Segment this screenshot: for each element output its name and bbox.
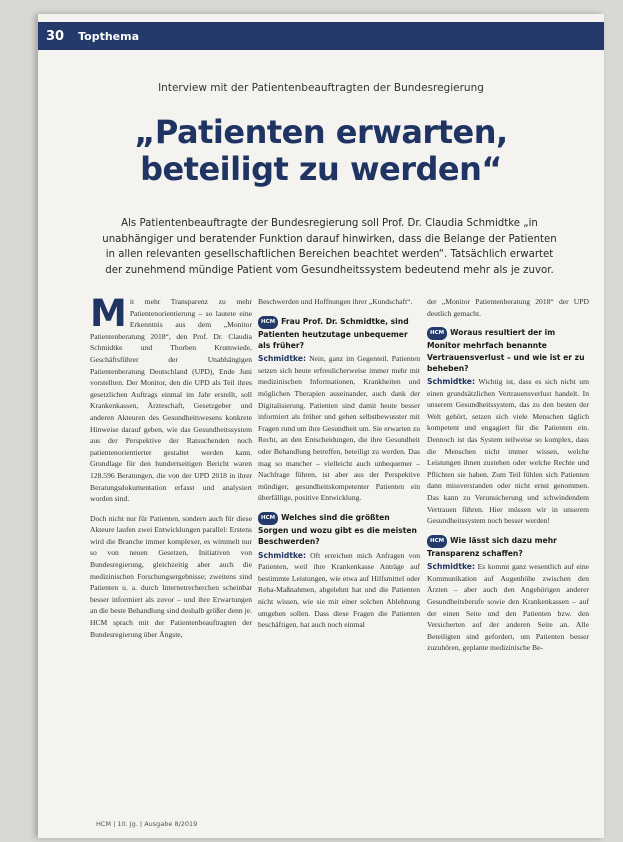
interview-question: HCM Frau Prof. Dr. Schmidtke, sind Patienten heutzutage unbequemer als früher? — [258, 316, 409, 350]
body-paragraph: it mehr Transparenz zu mehr Patientenorientierung – so lautete eine Erkenntnis aus dem „Monitor Patientenberatung 2018“, den Prof. Dr. Claudia Schmidtke und Thorben Krumwiede, Geschäftsführer der Unabhängigen Patientenberatung Deutschland (UPD), Ende Juni vorstellten. Der Monitor, den die UPD als Teil ihres gesetzlichen Auftrags einmal im Jahr erstellt, soll Krankenkassen, Ärzteschaft, Gesetzgeber und anderen Akteuren des Gesundheitswesens konkrete Hinweise darauf geben, wie das Gesundheitssystem aus der Perspektive der Ratsuchenden noch patientenorientierter gestaltet werden kann. Grundlage für den hundertseitigen Bericht waren 128.596 Beratungen, die von der UPD 2018 in ihrer Beratungsdokumentation erfasst und analysiert worden sind. — [90, 297, 252, 504]
interview-answer: Schmidtke: Es kommt ganz wesentlich auf eine Kommunikation auf Augenhöhe zwischen den Ärzten – aber auch den Angehörigen anderer Gesundheitsberufe sowie den Krankenkassen – auf der einen Seite und den Patienten bzw. den Versicherten auf der anderen Seite an. Alle Beteiligten sind gefordert, um Patienten besser zuzuhören, geplante medizinische Be- — [427, 562, 589, 653]
headline-line-1: „Patienten erwarten, — [134, 113, 508, 151]
body-paragraph: der „Monitor Patientenberatung 2018“ der UPD deutlich gemacht. — [427, 297, 589, 318]
hcm-badge-icon: HCM — [427, 327, 447, 340]
page-number: 30 — [46, 28, 65, 44]
interview-question: HCM Wie lässt sich dazu mehr Transparenz schaffen? — [427, 535, 557, 558]
magazine-page — [38, 14, 604, 838]
text-column-1 — [90, 292, 252, 648]
hcm-badge-icon: HCM — [427, 535, 447, 548]
hcm-badge-icon: HCM — [258, 512, 278, 525]
interview-question: HCM Welches sind die größten Sorgen und wozu gibt es die meisten Beschwerden? — [258, 512, 417, 547]
body-paragraph: Beschwerden und Hoffnungen ihrer „Kundschaft“. — [258, 297, 413, 306]
interview-answer: Schmidtke: Oft erreichen mich Anfragen von Patienten, weil ihre Krankenkasse Anträge auf bestimmte Leistungen, wie etwa auf Hilfsmittel oder Reha-Maßnahmen, abgelehnt hat und die Patienten nicht wissen, wie sie mit einer solchen Ablehnung umgehen sollen. Dass diese Fragen die Patienten beschäftigen, hat auch noch einmal — [258, 550, 420, 630]
speaker-label: Schmidtke: — [258, 550, 306, 560]
headline-line-2: beteiligt zu werden“ — [140, 150, 502, 188]
speaker-label: Schmidtke: — [427, 377, 475, 386]
drop-cap: M — [90, 292, 127, 335]
interview-answer: Schmidtke: Nein, ganz im Gegenteil. Patienten setzen sich heute erfreulicherweise immer mehr mit medizinischen Informationen, Krankheiten und möglichen Therapien auseinander, auch dank der Digitalisierung. Patienten sind damit heute besser informiert als früher und gehen selbstbewusster mit Fragen rund um ihre Gesundheit um. Sie erwarten zu Recht, an den Entscheidungen, die ihre Gesundheit oder Behandlung betreffen, beteiligt zu werden. Das mag so mancher – vielleicht auch unbequemer – Nachfrage führen, ist aber aus der Perspektive mündiger, gesundheitskompetenter Patienten ein überfällige, positive Entwicklung. — [258, 354, 420, 503]
text-column-2 — [258, 296, 420, 639]
speaker-label: Schmidtke: — [427, 562, 475, 572]
page-header-bar — [38, 22, 604, 50]
text-column-3 — [427, 296, 589, 662]
page-footer: HCM | 10. Jg. | Ausgabe 8/2019 — [96, 820, 198, 828]
article-intro: Als Patientenbeauftragte der Bundesregierung soll Prof. Dr. Claudia Schmidtke „in unabhängiger und beratender Funktion darauf hinwirken, dass die Belange der Patienten in allen relevanten gesellschaftlichen Bereichen beachtet werden“. Tatsächlich erwartet der zunehmend mündige Patient vom Gesundheitssystem bedeutend mehr als je zuvor. — [102, 218, 557, 276]
article-headline — [38, 114, 604, 188]
article-kicker: Interview mit der Patientenbeauftragten der Bundesregierung — [158, 82, 484, 94]
interview-answer: Schmidtke: Wichtig ist, dass es sich nicht um einen grundsätzlichen Vertrauensverlust handelt. In unserem Gesundheitssystem, das zu den besten der Welt gehört, setzen sich viele Menschen täglich kompetent und engagiert für die Patienten ein. Dennoch ist das System teilweise so komplex, dass die Menschen nicht immer wissen, welche Leistungen ihnen zustehen oder welche Rechte und Pflichten sie haben. Zum Teil fühlen sich Patienten dann missverstanden oder nicht ernst genommen. Das kann zu Verunsicherung und schwindendem Vertrauen führen. Hier müssen wir in unserem Gesundheitssystem noch besser werden! — [427, 377, 589, 526]
speaker-label: Schmidtke: — [258, 354, 306, 364]
section-label: Topthema — [78, 29, 140, 43]
interview-question: HCM Woraus resultiert der im Monitor mehrfach benannte Vertrauensverlust – und wie ist er zu beheben? — [427, 328, 585, 373]
body-paragraph: Doch nicht nur für Patienten, sondern auch für diese Akteure laufen zwei Entwicklungen parallel: Erstens wird die Branche immer komplexer, es wimmelt nur so von neuen Gesetzen, Initiativen von Bundesregierung, gleichzeitig aber auch die medizinischen Forschungsergebnisse; zweitens sind Patienten u. a. durch Internetrecherchen scheinbar besser informiert als zuvor – und ihre Erwartungen an die beste Behandlung sind deshalb größer denn je. HCM sprach mit der Patientenbeauftragten der Bundesregierung über Ängste, — [90, 513, 252, 639]
hcm-badge-icon: HCM — [258, 316, 278, 329]
